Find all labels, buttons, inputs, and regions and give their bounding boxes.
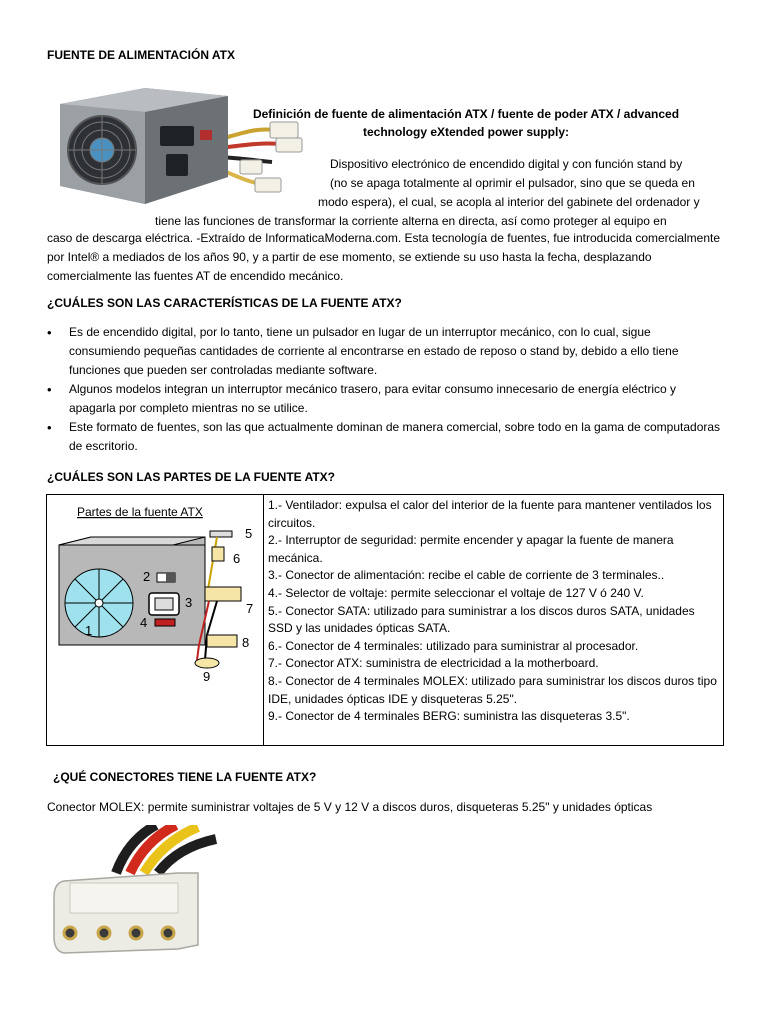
list-item: • Algunos modelos integran un interruptor mecánico trasero, para evitar consumo innecesario de energía eléctrico y apagarla por completo mientras no se utilice.: [47, 380, 722, 418]
parts-diagram: [47, 495, 263, 740]
intro-line-3: modo espera), el cual, se acopla al interior del gabinete del ordenador y: [318, 195, 700, 209]
intro-line-1: Dispositivo electrónico de encendido digital y con función stand by: [330, 157, 683, 171]
diagram-label-4: 4: [140, 615, 148, 630]
parts-list: [264, 495, 723, 728]
diagram-label-2: 2: [143, 569, 151, 584]
diagram-label-5: 5: [245, 526, 253, 541]
characteristics-heading: ¿CUÁLES SON LAS CARACTERÍSTICAS DE LA FUENTE ATX?: [47, 296, 402, 310]
page-title: FUENTE DE ALIMENTACIÓN ATX: [47, 48, 235, 62]
list-item: 8.- Conector de 4 terminales MOLEX: utilizado para suministrar los discos duros tipo IDE, unidades ópticas IDE y disqueteras 5.25".: [268, 673, 717, 706]
parts-heading: ¿CUÁLES SON LAS PARTES DE LA FUENTE ATX?: [47, 470, 336, 484]
atx-power-supply-photo: [50, 82, 312, 212]
list-item: • Este formato de fuentes, son las que actualmente dominan de manera comercial, sobre todo en la gama de computadoras de escritorio.: [47, 418, 722, 456]
diagram-title: Partes de la fuente ATX: [77, 505, 203, 519]
intro-paragraph: caso de descarga eléctrica. -Extraído de InformaticaModerna.com. Esta tecnología de fuentes, fue introducida comercialmente por Intel® a mediados de los años 90, y a partir de ese momento, se extiende su uso hasta la fecha, desplazando comercialmente las fuentes AT de encendido mecánico.: [47, 231, 721, 283]
diagram-label-7: 7: [246, 601, 254, 616]
parts-list-cell: [264, 495, 724, 746]
diagram-label-1: 1: [85, 623, 93, 638]
list-item: 7.- Conector ATX: suministra de electricidad a la motherboard.: [268, 656, 599, 671]
list-item: 4.- Selector de voltaje: permite seleccionar el voltaje de 127 V ó 240 V.: [268, 585, 644, 600]
list-item: 6.- Conector de 4 terminales: utilizado para suministrar al procesador.: [268, 638, 639, 653]
list-item: 5.- Conector SATA: utilizado para suministrar a los discos duros SATA, unidades SSD y las unidades ópticas SATA.: [268, 603, 695, 636]
connectors-heading: ¿QUÉ CONECTORES TIENE LA FUENTE ATX?: [53, 770, 317, 784]
intro-line-4: tiene las funciones de transformar la corriente alterna en directa, así como proteger al equipo en: [155, 214, 667, 228]
diagram-label-8: 8: [242, 635, 250, 650]
diagram-label-9: 9: [203, 669, 211, 684]
list-item: 1.- Ventilador: expulsa el calor del interior de la fuente para mantener ventilados los circuitos.: [268, 498, 712, 530]
list-item: • Es de encendido digital, por lo tanto, tiene un pulsador en lugar de un interruptor mecánico, con lo cual, sigue consumiendo pequeñas cantidades de corriente al encontrarse en estado de reposo o stand by, debido a ello tiene funciones que pueden ser controladas mediante software.: [47, 323, 722, 380]
definition-heading: Definición de fuente de alimentación ATX / fuente de poder ATX / advanced technology eXtended power supply:: [252, 107, 680, 139]
diagram-label-6: 6: [233, 551, 241, 566]
characteristics-list: [47, 323, 722, 456]
parts-diagram-cell: [47, 495, 264, 746]
list-item: 2.- Interruptor de seguridad: permite encender y apagar la fuente de manera mecánica.: [268, 533, 674, 565]
diagram-label-3: 3: [185, 595, 193, 610]
list-item: 3.- Conector de alimentación: recibe el cable de corriente de 3 terminales..: [268, 568, 665, 583]
parts-table: [46, 494, 724, 746]
molex-description: Conector MOLEX: permite suministrar voltajes de 5 V y 12 V a discos duros, disqueteras 5.25" y unidades ópticas: [47, 800, 653, 814]
molex-connector-photo: [48, 825, 218, 965]
intro-line-2: (no se apaga totalmente al oprimir el pulsador, sino que se queda en: [330, 176, 695, 190]
list-item: 9.- Conector de 4 terminales BERG: suministra las disqueteras 3.5".: [268, 709, 630, 724]
